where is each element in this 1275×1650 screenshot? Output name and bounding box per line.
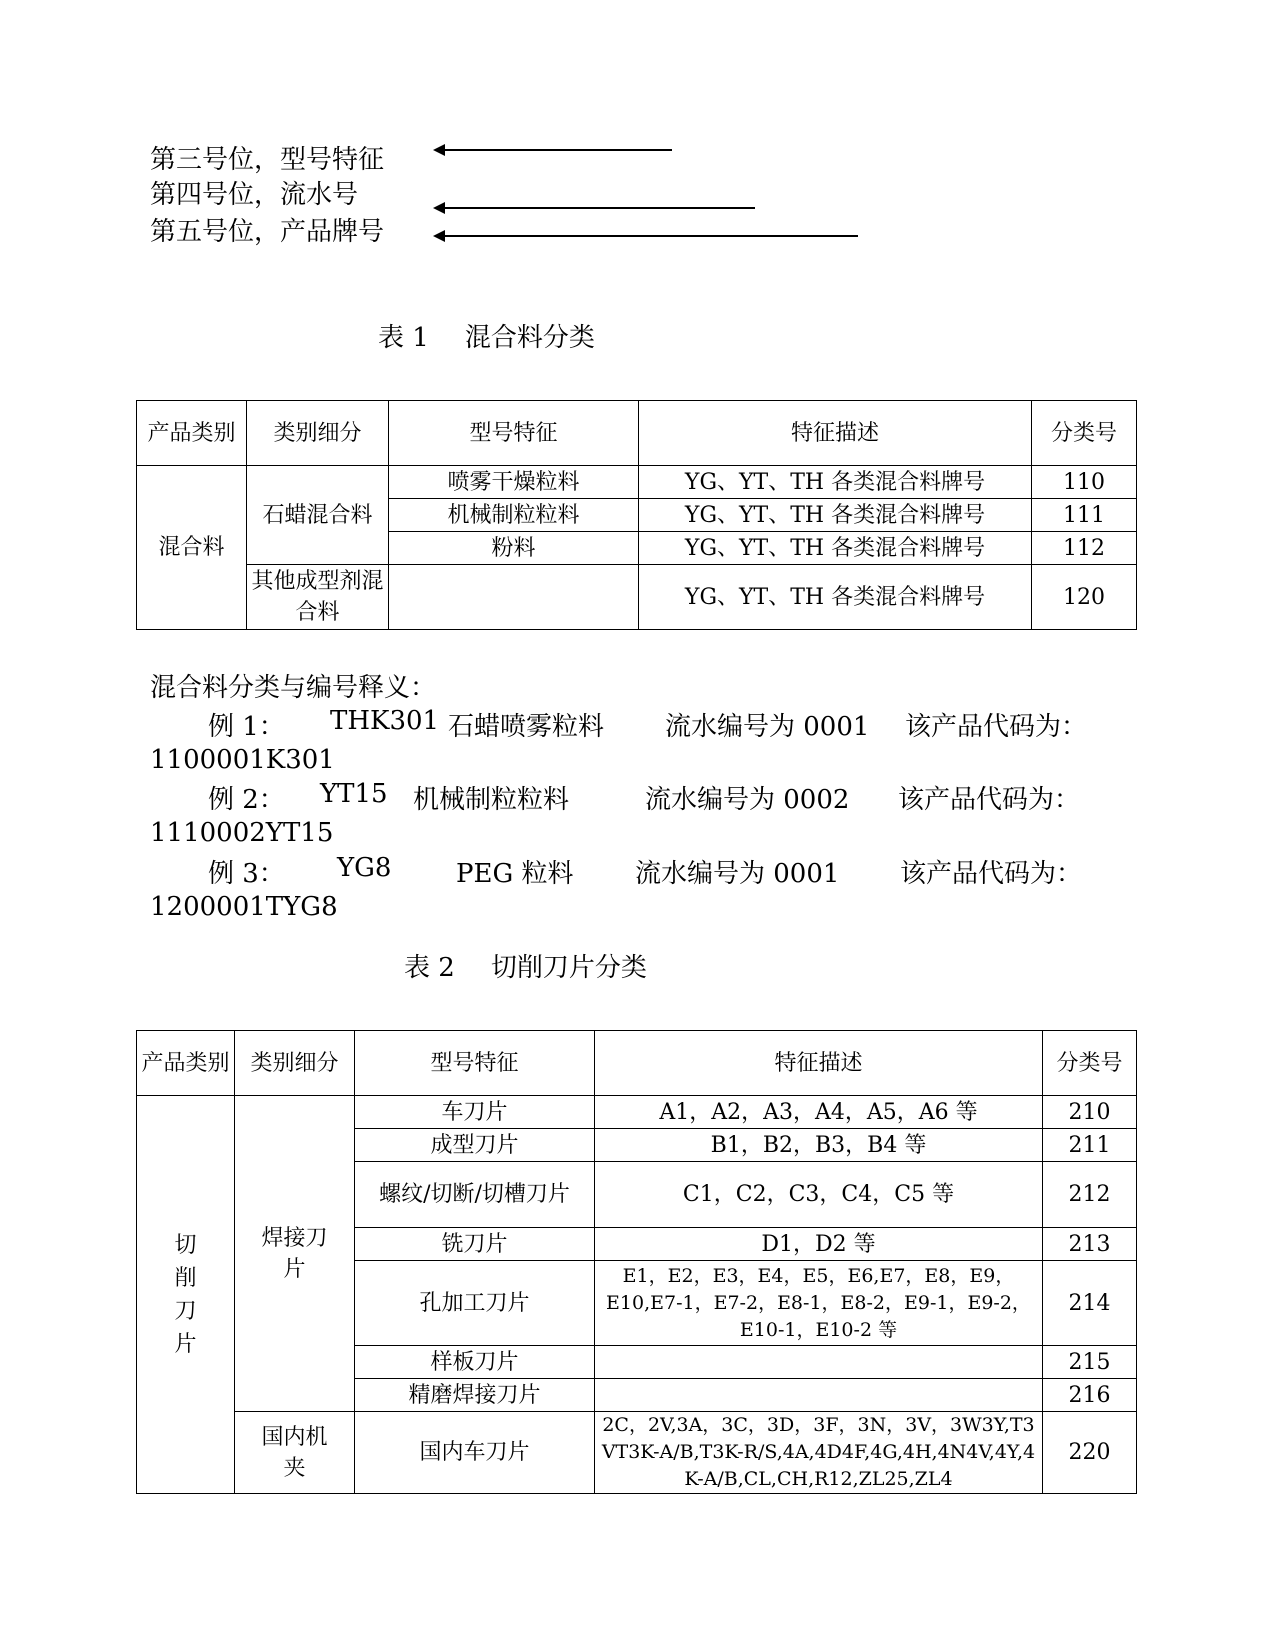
table1: [136, 400, 1137, 630]
table2-header-code: 分类号: [1043, 1031, 1137, 1096]
table1-product-cell: 混合料: [137, 466, 247, 630]
table-row: [137, 1412, 1137, 1494]
table2-sub-cell: 焊接刀片: [235, 1096, 355, 1412]
table2-code-cell: 220: [1043, 1412, 1137, 1494]
example-3-type: PEG 粒料: [456, 859, 574, 889]
example-2-code: 1110002YT15: [150, 818, 334, 848]
table2-desc-cell: D1，D2 等: [595, 1228, 1043, 1261]
example-3-code: 1200001TYG8: [150, 892, 338, 922]
table2-code-cell: 211: [1043, 1129, 1137, 1162]
table2-caption-title: 切削刀片分类: [490, 953, 647, 983]
table2-caption: [404, 947, 647, 984]
table1-caption-title: 混合料分类: [464, 323, 595, 353]
table2: [136, 1030, 1137, 1494]
table1-desc-cell: YG、YT、TH 各类混合料牌号: [639, 466, 1032, 499]
table1-feature-cell: 粉料: [389, 532, 639, 565]
table2-desc-cell: 2C，2V,3A，3C，3D，3F，3N，3V，3W3Y,T3VT3K-A/B,T3K-R/S,4A,4D4F,4G,4H,4N4V,4Y,4K-A/B,CL,CH,R12,ZL25,ZL4: [595, 1412, 1043, 1494]
table2-feature-cell: 螺纹/切断/切槽刀片: [355, 1162, 595, 1228]
example-2-type: 机械制粒粒料: [413, 785, 570, 815]
table1-header-sub: 类别细分: [247, 401, 389, 466]
arrow-4: [435, 207, 755, 209]
table1-desc-cell: YG、YT、TH 各类混合料牌号: [639, 532, 1032, 565]
table1-header-desc: 特征描述: [639, 401, 1032, 466]
table1-code-cell: 120: [1032, 565, 1137, 630]
example-2-label: 例 2：: [208, 785, 285, 815]
table1-feature-cell: 机械制粒粒料: [389, 499, 639, 532]
example-1-grade: THK301: [330, 706, 440, 736]
table2-code-cell: 212: [1043, 1162, 1137, 1228]
legend-line-3: 第三号位，型号特征: [150, 145, 385, 175]
table2-feature-cell: 成型刀片: [355, 1129, 595, 1162]
table-row: [137, 466, 1137, 499]
example-1-lead: 该产品代码为：: [905, 712, 1088, 742]
table2-code-cell: 213: [1043, 1228, 1137, 1261]
table2-feature-cell: 国内车刀片: [355, 1412, 595, 1494]
table2-feature-cell: 样板刀片: [355, 1346, 595, 1379]
arrow-3: [435, 149, 672, 151]
example-2-lead: 该产品代码为：: [898, 785, 1081, 815]
table1-sub-cell: 石蜡混合料: [247, 466, 389, 565]
table2-feature-cell: 车刀片: [355, 1096, 595, 1129]
table-row: [137, 1096, 1137, 1129]
example-3-label: 例 3：: [208, 859, 285, 889]
table2-header-feature: 型号特征: [355, 1031, 595, 1096]
table2-code-cell: 215: [1043, 1346, 1137, 1379]
table2-desc-cell: E1，E2，E3，E4，E5，E6,E7，E8，E9，E10,E7-1，E7-2，E8-1，E8-2，E9-1，E9-2，E10-1，E10-2 等: [595, 1261, 1043, 1346]
table2-header-product: 产品类别: [137, 1031, 235, 1096]
table2-desc-cell: A1，A2，A3，A4，A5，A6 等: [595, 1096, 1043, 1129]
table1-sub-cell: 其他成型剂混合料: [247, 565, 389, 630]
table2-feature-cell: 孔加工刀片: [355, 1261, 595, 1346]
table1-header-feature: 型号特征: [389, 401, 639, 466]
table1-feature-cell: 喷雾干燥粒料: [389, 466, 639, 499]
example-1-type: 石蜡喷雾粒料: [448, 712, 605, 742]
legend-line-4: 第四号位，流水号: [150, 180, 359, 210]
table2-desc-cell: [595, 1379, 1043, 1412]
table2-header-row: [137, 1031, 1137, 1096]
table1-code-cell: 110: [1032, 466, 1137, 499]
table2-feature-cell: 精磨焊接刀片: [355, 1379, 595, 1412]
example-2-serial: 流水编号为 0002: [645, 785, 850, 815]
table1-caption: [378, 317, 595, 354]
example-1-code: 1100001K301: [150, 745, 335, 775]
example-3-lead: 该产品代码为：: [900, 859, 1083, 889]
table2-code-cell: 216: [1043, 1379, 1137, 1412]
table1-desc-cell: YG、YT、TH 各类混合料牌号: [639, 565, 1032, 630]
example-1-serial: 流水编号为 0001: [665, 712, 870, 742]
example-1-label: 例 1：: [208, 712, 285, 742]
legend-line-5: 第五号位，产品牌号: [150, 217, 385, 247]
table2-desc-cell: C1，C2，C3，C4，C5 等: [595, 1162, 1043, 1228]
table2-header-desc: 特征描述: [595, 1031, 1043, 1096]
table1-code-cell: 112: [1032, 532, 1137, 565]
table1-header-code: 分类号: [1032, 401, 1137, 466]
table-row: [137, 565, 1137, 630]
example-3-grade: YG8: [337, 853, 392, 883]
table2-sub-cell: 国内机夹: [235, 1412, 355, 1494]
table2-caption-number: 表 2: [404, 953, 455, 983]
table1-desc-cell: YG、YT、TH 各类混合料牌号: [639, 499, 1032, 532]
arrow-5: [435, 235, 858, 237]
table1-code-cell: 111: [1032, 499, 1137, 532]
table1-header-product: 产品类别: [137, 401, 247, 466]
table2-header-sub: 类别细分: [235, 1031, 355, 1096]
example-2-grade: YT15: [320, 779, 388, 809]
table2-feature-cell: 铣刀片: [355, 1228, 595, 1261]
table2-code-cell: 214: [1043, 1261, 1137, 1346]
table2-desc-cell: B1，B2，B3，B4 等: [595, 1129, 1043, 1162]
example-3-serial: 流水编号为 0001: [635, 859, 840, 889]
explain-title: 混合料分类与编号释义：: [150, 673, 437, 703]
table2-desc-cell: [595, 1346, 1043, 1379]
table1-feature-cell: [389, 565, 639, 630]
table1-caption-number: 表 1: [378, 323, 429, 353]
table2-product-cell: 切削刀片: [137, 1096, 235, 1494]
table1-header-row: [137, 401, 1137, 466]
table2-code-cell: 210: [1043, 1096, 1137, 1129]
